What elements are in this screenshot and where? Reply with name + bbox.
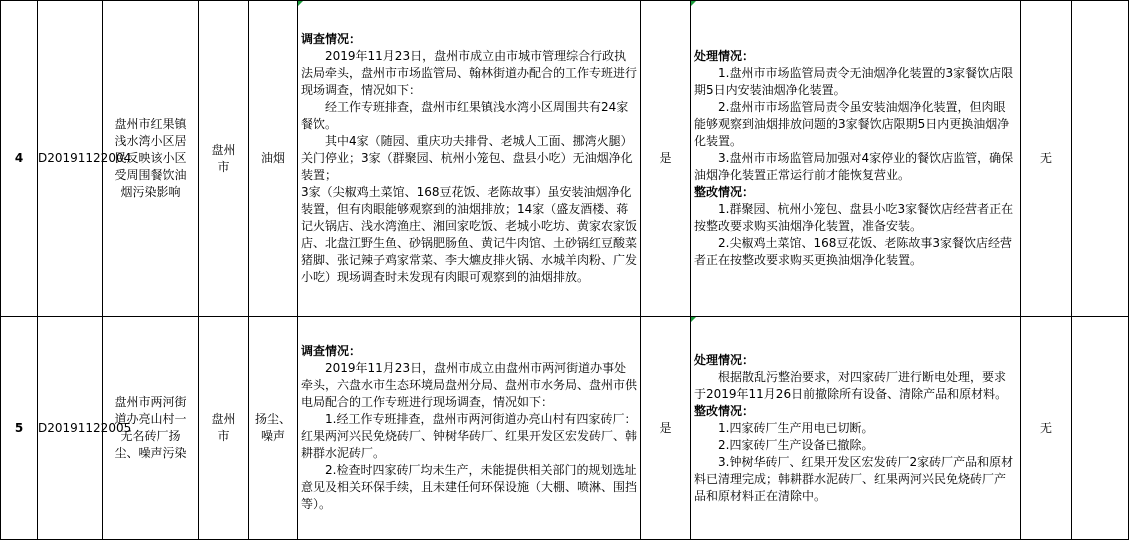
survey-paragraph: 3家（尖椒鸡土菜馆、168豆花饭、老陈故事）虽安装油烟净化装置，但有肉眼能够观察到的油烟排放；14家（盛友酒楼、蒋记火锅店、浅水湾渔庄、湘回家吃饭、老城小吃坊、黄家农家饭店、北盘江野生鱼、砂锅肥肠鱼、黄记牛肉馆、土砂锅红豆酸菜猪脚、张记辣子鸡家常菜、李大爊皮排火锅、水城羊肉粉、广发小吃）现场调查时未发现有肉眼可观察到的油烟排放。 [301, 185, 638, 284]
handle-paragraph: 根据散乱污整治要求，对四家砖厂进行断电处理，要求于2019年11月26日前撤除所有设备、清除产品和原材料。 [694, 369, 1008, 401]
survey-cell [298, 1, 641, 317]
survey-paragraph: 1.经工作专班排查，盘州市两河街道办亮山村有四家砖厂：红果两河兴民免烧砖厂、钟树华砖厂、红果开发区宏发砖厂、韩耕群水泥砖厂。 [301, 412, 638, 460]
fix-paragraph: 2.四家砖厂生产设备已撤除。 [718, 437, 874, 452]
accountability: 无 [1021, 317, 1072, 540]
handle-heading: 处理情况： [694, 49, 755, 63]
handle-paragraph: 2.盘州市市场监管局责令虽安装油烟净化装置，但肉眼能够观察到油烟排放问题的3家餐饮店限期5日内更换油烟净化装置。 [694, 100, 1010, 148]
fix-heading: 整改情况： [694, 185, 755, 199]
table-row [1, 317, 1129, 540]
row-number: 5 [1, 317, 38, 540]
case-title: 盘州市两河街道办亮山村一无名砖厂扬尘、噪声污染 [103, 317, 199, 540]
case-title: 盘州市红果镇浅水湾小区居民反映该小区受周围餐饮油烟污染影响 [103, 1, 199, 317]
empty-cell [1072, 1, 1129, 317]
case-code: D20191122005 [38, 317, 103, 540]
region: 盘州市 [199, 1, 249, 317]
pollution-type: 扬尘、噪声 [249, 317, 298, 540]
handling-cell [691, 1, 1021, 317]
handle-paragraph: 3.盘州市市场监管局加强对4家停业的餐饮店监管，确保油烟净化装置正常运行前才能恢复营业。 [694, 151, 1014, 182]
survey-paragraph: 经工作专班排查，盘州市红果镇浅水湾小区周围共有24家餐饮。 [301, 100, 629, 131]
fix-heading: 整改情况： [694, 403, 755, 418]
survey-paragraph: 其中4家（随园、重庆功夫排骨、老城人工面、挪湾火腿）关门停业；3家（群聚园、杭州小笼包、盘县小吃）无油烟净化装置； [301, 134, 633, 182]
fix-paragraph: 3.钟树华砖厂、红果开发区宏发砖厂2家砖厂产品和原材料已清理完成；韩耕群水泥砖厂、红果两河兴民免烧砖厂产品和原材料正在清除中。 [694, 454, 1014, 503]
survey-cell [298, 317, 641, 540]
accountability: 无 [1021, 1, 1072, 317]
survey-paragraph: 2.检查时四家砖厂均未生产，未能提供相关部门的规划选址意见及相关环保手续，且未建任何环保设施（大棚、喷淋、围挡等）。 [301, 463, 638, 511]
handle-heading: 处理情况： [694, 352, 755, 367]
fix-paragraph: 1.群聚园、杭州小笼包、盘县小吃3家餐饮店经营者正在按整改要求购买油烟净化装置，准备安装。 [694, 202, 1014, 233]
survey-heading: 调查情况： [301, 32, 362, 46]
survey-paragraph: 2019年11月23日，盘州市成立由盘州市两河街道办事处牵头，六盘水市生态环境局盘州分局、盘州市水务局、盘州市供电局配合的工作专班进行现场调查，情况如下： [301, 361, 638, 409]
fix-paragraph: 2.尖椒鸡土菜馆、168豆花饭、老陈故事3家餐饮店经营者正在按整改要求购买更换油烟净化装置。 [694, 236, 1012, 267]
fix-paragraph: 1.四家砖厂生产用电已切断。 [718, 420, 874, 435]
region: 盘州市 [199, 317, 249, 540]
empty-cell [1072, 317, 1129, 540]
row-number: 4 [1, 1, 38, 317]
case-code: D20191122004 [38, 1, 103, 317]
handling-cell [691, 317, 1021, 540]
table-row [1, 1, 1129, 317]
pollution-type: 油烟 [249, 1, 298, 317]
is-true: 是 [641, 1, 691, 317]
survey-heading: 调查情况： [301, 344, 362, 358]
is-true: 是 [641, 317, 691, 540]
handle-paragraph: 1.盘州市市场监管局责令无油烟净化装置的3家餐饮店限期5日内安装油烟净化装置。 [694, 66, 1014, 97]
survey-paragraph: 2019年11月23日，盘州市成立由市城市管理综合行政执法局牵头，盘州市市场监管局、翰林街道办配合的工作专班进行现场调查，情况如下： [301, 49, 638, 97]
